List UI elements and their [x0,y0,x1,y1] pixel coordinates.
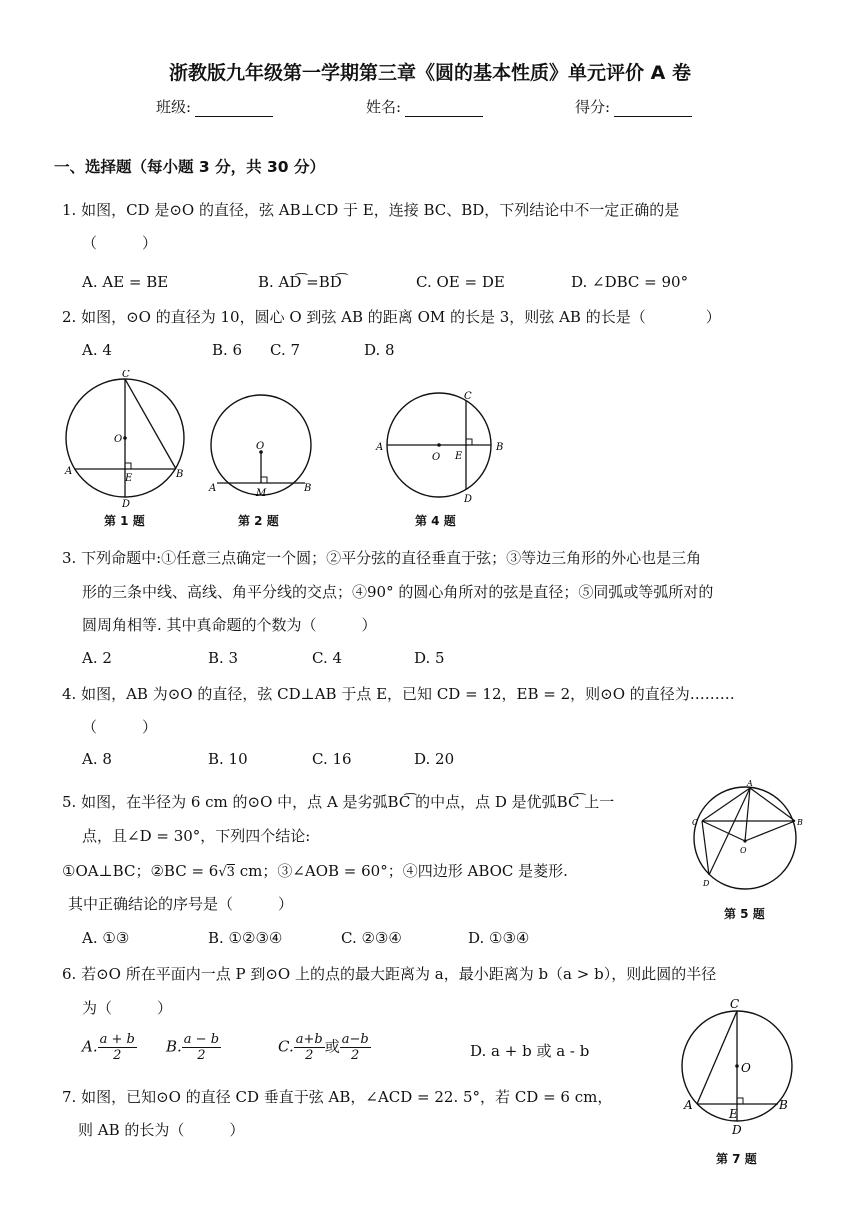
fig5-label-o: O [740,846,747,855]
page-title: 浙教版九年级第一学期第三章《圆的基本性质》单元评价 A 卷 [169,62,691,84]
q6-text-line1: 6. 若⊙O 所在平面内一点 P 到⊙O 上的点的最大距离为 a，最小距离为 b（a > b），则此圆的半径 [62,965,717,983]
q1-answer-blank: （ ） [82,234,158,252]
q5-option-a: A. ①③ [82,929,130,947]
fig2-label-m: M [256,488,267,499]
q5-option-d: D. ①③④ [468,929,530,947]
q3-option-d: D. 5 [414,649,445,667]
q2-text: 2. 如图，⊙O 的直径为 10，圆心 O 到弦 AB 的距离 OM 的长是 3，则弦 AB 的长是（ ） [62,308,721,326]
fig1-label-e: E [125,473,133,484]
class-field: 班级: [156,96,273,117]
q6-option-d: D. a + b 或 a - b [470,1042,590,1060]
fig4-label-b: B [496,442,504,453]
q5-text-line4: 其中正确结论的序号是（ ） [68,895,294,913]
q7-text-line1: 7. 如图，已知⊙O 的直径 CD 垂直于弦 AB，∠ACD = 22. 5°，若 CD = 6 cm， [62,1088,613,1106]
name-field: 姓名: [366,96,483,117]
q6-text-line2: 为（ ） [82,999,173,1017]
q2-option-b: B. 6 [212,341,243,359]
fig1-label-c: C [122,370,130,380]
fig4-label-e: E [455,451,463,462]
figure-4 [370,384,510,510]
fig4-caption: 第 4 题 [415,514,456,528]
q4-option-d: D. 20 [414,750,455,768]
fig2-caption: 第 2 题 [238,514,279,528]
score-field: 得分: [575,96,692,117]
q3-text-line1: 3. 下列命题中:①任意三点确定一个圆；②平分弦的直径垂直于弦；③等边三角形的外心也是三角 [62,549,702,567]
q2-option-d: D. 8 [364,341,395,359]
q5-option-b: B. ①②③④ [208,929,283,947]
figure-2 [200,392,320,502]
q6-option-a: A. $\frac{a + b}{2}$ [82,1032,135,1063]
q3-option-a: A. 2 [82,649,112,667]
fig4-label-o: O [432,452,441,463]
q5-text-line1: 5. 如图，在半径为 6 cm 的⊙O 中，点 A 是劣弧BC͡ 的中点，点 D 是优弧BC͡ 上一 [62,793,615,811]
fig7-label-d: D [732,1123,742,1137]
q6-option-b: B. $\frac{a - b}{2}$ [166,1032,220,1063]
fig4-label-d: D [464,494,473,505]
q2-option-c: C. 7 [270,341,301,359]
q1-option-a: A. AE = BE [82,273,169,291]
q3-option-c: C. 4 [312,649,343,667]
q3-text-line3: 圆周角相等. 其中真命题的个数为（ ） [82,616,377,634]
q4-option-a: A. 8 [82,750,112,768]
fig1-label-a: A [65,466,73,477]
figure-1 [60,370,190,510]
fig4-label-a: A [376,442,384,453]
fig7-label-b: B [779,1098,788,1112]
fig2-label-b: B [304,483,312,494]
q3-option-b: B. 3 [208,649,239,667]
q5-text-line3: ①OA⊥BC；②BC = 6√3 cm；③∠AOB = 60°；④四边形 ABOC 是菱形. [62,862,568,880]
fig1-label-b: B [176,469,184,480]
q4-text: 4. 如图，AB 为⊙O 的直径，弦 CD⊥AB 于点 E，已知 CD = 12，EB = 2，则⊙O 的直径为……… [62,685,735,703]
q4-answer-blank: （ ） [82,718,158,736]
figure-7 [676,994,800,1140]
fig5-label-c: C [692,818,699,827]
fig2-label-a: A [209,483,217,494]
figure-5 [690,778,810,898]
fig7-label-a: A [684,1098,693,1112]
fig4-label-c: C [464,391,472,402]
section-heading: 一、选择题（每小题 3 分，共 30 分） [54,158,325,176]
fig7-label-o: O [741,1061,751,1075]
fig7-label-e: E [729,1107,738,1121]
fig1-label-d: D [122,499,131,510]
fig1-label-o: O [114,434,123,445]
q1-text: 1. 如图，CD 是⊙O 的直径，弦 AB⊥CD 于 E，连接 BC、BD，下列结论中不一定正确的是 [62,201,680,219]
q1-option-d: D. ∠DBC = 90° [571,273,689,291]
fig5-label-b: B [797,818,803,827]
q4-option-b: B. 10 [208,750,248,768]
fig7-caption: 第 7 题 [716,1152,757,1166]
q5-text-line2: 点，且∠D = 30°，下列四个结论: [82,827,311,845]
fig5-label-d: D [703,879,710,888]
q3-text-line2: 形的三条中线、高线、角平分线的交点；④90° 的圆心角所对的弦是直径；⑤同弧或等弧所对的 [82,583,714,601]
fig7-label-c: C [730,997,740,1011]
q1-option-c: C. OE = DE [416,273,505,291]
q1-option-b: B. AD͡ =BD͡ [258,273,342,291]
fig1-caption: 第 1 题 [104,514,145,528]
q5-option-c: C. ②③④ [341,929,402,947]
q2-option-a: A. 4 [82,341,112,359]
q4-option-c: C. 16 [312,750,352,768]
fig5-caption: 第 5 题 [724,907,765,921]
fig2-label-o: O [256,441,265,452]
fig5-label-a: A [747,779,753,788]
q7-text-line2: 则 AB 的长为（ ） [78,1121,245,1139]
q6-option-c: C. $\frac{a+b}{2}$ 或 $\frac{a-b}{2}$ [278,1032,369,1063]
